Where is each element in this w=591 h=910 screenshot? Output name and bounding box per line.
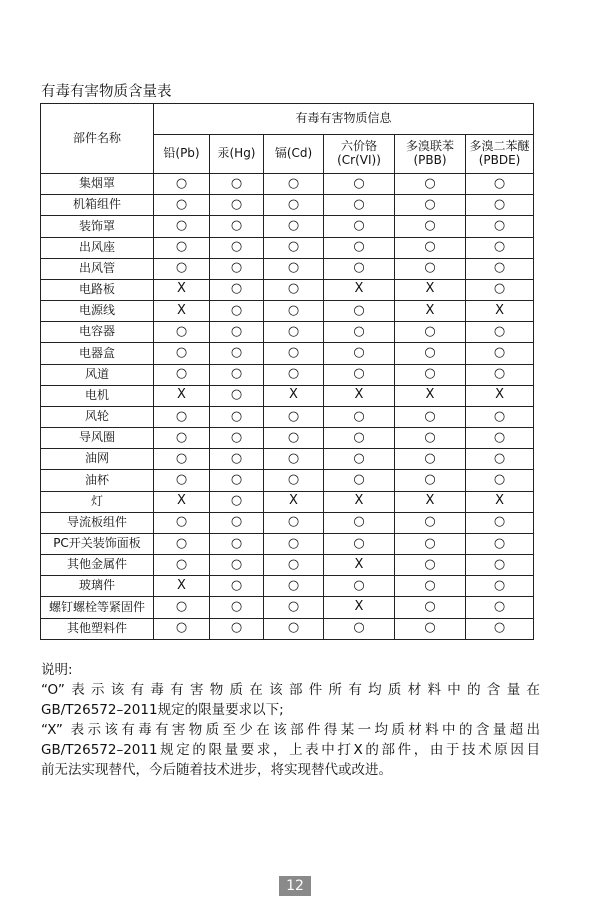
compliance-mark-cell: ○	[324, 237, 395, 258]
compliance-mark-cell: X	[154, 491, 210, 512]
compliance-mark-cell: ○	[264, 364, 324, 385]
compliance-mark-cell: ○	[210, 512, 264, 533]
compliance-mark-cell: ○	[154, 533, 210, 554]
part-name-cell: 电容器	[41, 322, 154, 343]
compliance-mark-cell: ○	[264, 216, 324, 237]
compliance-mark-cell: X	[324, 279, 395, 300]
table-row	[41, 343, 534, 364]
compliance-mark-cell: ○	[324, 216, 395, 237]
part-name-cell: 电机	[41, 385, 154, 406]
compliance-mark-cell: ○	[264, 195, 324, 216]
compliance-mark-cell: ○	[466, 322, 534, 343]
compliance-mark-cell: ○	[154, 597, 210, 618]
compliance-mark-cell: ○	[210, 301, 264, 322]
compliance-mark-cell: X	[154, 385, 210, 406]
part-name-cell: 电器盒	[41, 343, 154, 364]
part-name-cell: 装饰罩	[41, 216, 154, 237]
compliance-mark-cell: ○	[154, 618, 210, 639]
compliance-mark-cell: ○	[210, 322, 264, 343]
table-row	[41, 555, 534, 576]
compliance-mark-cell: ○	[395, 470, 466, 491]
table-row	[41, 279, 534, 300]
compliance-mark-cell: ○	[210, 555, 264, 576]
compliance-mark-cell: ○	[466, 237, 534, 258]
compliance-mark-cell: ○	[324, 512, 395, 533]
compliance-mark-cell: ○	[466, 428, 534, 449]
compliance-mark-cell: ○	[324, 174, 395, 195]
compliance-mark-cell: ○	[154, 449, 210, 470]
compliance-mark-cell: ○	[395, 364, 466, 385]
compliance-mark-cell: ○	[154, 406, 210, 427]
compliance-mark-cell: ○	[154, 470, 210, 491]
part-name-cell: 油网	[41, 449, 154, 470]
part-name-cell: 电源线	[41, 301, 154, 322]
compliance-mark-cell: ○	[264, 406, 324, 427]
table-row	[41, 576, 534, 597]
note-o-line1: “O”表示该有毒有害物质在该部件所有均质材料中的含量在	[41, 682, 540, 698]
compliance-mark-cell: ○	[324, 406, 395, 427]
compliance-mark-cell: ○	[154, 237, 210, 258]
compliance-mark-cell: ○	[264, 512, 324, 533]
substance-header	[324, 135, 395, 174]
compliance-mark-cell: ○	[324, 364, 395, 385]
compliance-mark-cell: ○	[210, 279, 264, 300]
compliance-mark-cell: X	[324, 555, 395, 576]
compliance-mark-cell: ○	[395, 258, 466, 279]
compliance-mark-cell: ○	[210, 618, 264, 639]
compliance-mark-cell: ○	[466, 258, 534, 279]
compliance-mark-cell: ○	[395, 449, 466, 470]
table-row	[41, 406, 534, 427]
part-name-cell: 螺钉螺栓等紧固件	[41, 597, 154, 618]
note-x-line3: 前无法实现替代，今后随着技术进步，将实现替代或改进。	[41, 762, 392, 778]
part-name-cell: 出风管	[41, 258, 154, 279]
notes-heading: 说明:	[41, 662, 73, 678]
compliance-mark-cell: ○	[324, 618, 395, 639]
compliance-mark-cell: ○	[154, 195, 210, 216]
table-row	[41, 216, 534, 237]
compliance-mark-cell: ○	[324, 428, 395, 449]
compliance-mark-cell: ○	[264, 597, 324, 618]
note-o-line2: GB/T26572–2011规定的限量要求以下;	[41, 702, 284, 718]
compliance-mark-cell: X	[324, 491, 395, 512]
substance-symbol: (PBB)	[413, 153, 447, 167]
compliance-mark-cell: ○	[154, 216, 210, 237]
compliance-mark-cell: ○	[466, 533, 534, 554]
compliance-mark-cell: ○	[210, 343, 264, 364]
compliance-mark-cell: X	[264, 385, 324, 406]
compliance-mark-cell: ○	[210, 258, 264, 279]
compliance-mark-cell: X	[466, 491, 534, 512]
compliance-mark-cell: ○	[466, 618, 534, 639]
compliance-mark-cell: X	[264, 491, 324, 512]
compliance-mark-cell: ○	[466, 555, 534, 576]
part-name-cell: 导风圈	[41, 428, 154, 449]
table-row	[41, 174, 534, 195]
compliance-mark-cell: ○	[210, 364, 264, 385]
substance-name: 铅(Pb)	[163, 146, 200, 161]
compliance-mark-cell: ○	[154, 428, 210, 449]
substance-header	[210, 135, 264, 174]
note-x-line1: “X” 表示该有毒有害物质至少在该部件得某一均质材料中的含量超出	[41, 722, 540, 738]
part-name-header: 部件名称	[41, 104, 154, 174]
compliance-mark-cell: ○	[154, 364, 210, 385]
compliance-mark-cell: ○	[395, 512, 466, 533]
compliance-mark-cell: ○	[210, 237, 264, 258]
compliance-mark-cell: ○	[395, 576, 466, 597]
table-row	[41, 470, 534, 491]
part-name-cell: 出风座	[41, 237, 154, 258]
compliance-mark-cell: ○	[154, 258, 210, 279]
compliance-mark-cell: ○	[210, 216, 264, 237]
compliance-mark-cell: ○	[324, 301, 395, 322]
compliance-mark-cell: X	[395, 385, 466, 406]
compliance-mark-cell: ○	[210, 470, 264, 491]
compliance-mark-cell: X	[154, 279, 210, 300]
compliance-mark-cell: ○	[154, 343, 210, 364]
compliance-mark-cell: ○	[264, 258, 324, 279]
compliance-mark-cell: ○	[324, 470, 395, 491]
table-row	[41, 533, 534, 554]
compliance-mark-cell: ○	[210, 533, 264, 554]
compliance-mark-cell: ○	[264, 174, 324, 195]
compliance-mark-cell: X	[324, 597, 395, 618]
compliance-mark-cell: ○	[466, 195, 534, 216]
compliance-mark-cell: ○	[466, 597, 534, 618]
compliance-mark-cell: ○	[324, 576, 395, 597]
compliance-mark-cell: ○	[264, 301, 324, 322]
substance-table	[40, 103, 534, 640]
compliance-mark-cell: ○	[154, 555, 210, 576]
part-name-cell: 灯	[41, 491, 154, 512]
part-name-cell: 导流板组件	[41, 512, 154, 533]
compliance-mark-cell: ○	[210, 576, 264, 597]
substance-group-header: 有毒有害物质信息	[154, 104, 534, 135]
compliance-mark-cell: ○	[210, 597, 264, 618]
compliance-mark-cell: ○	[395, 343, 466, 364]
compliance-mark-cell: ○	[210, 174, 264, 195]
compliance-mark-cell: ○	[324, 195, 395, 216]
compliance-mark-cell: X	[466, 385, 534, 406]
notes-section	[41, 660, 540, 780]
compliance-mark-cell: ○	[466, 512, 534, 533]
compliance-mark-cell: ○	[324, 449, 395, 470]
compliance-mark-cell: ○	[264, 279, 324, 300]
compliance-mark-cell: ○	[264, 428, 324, 449]
compliance-mark-cell: X	[324, 385, 395, 406]
compliance-mark-cell: ○	[466, 174, 534, 195]
compliance-mark-cell: ○	[395, 174, 466, 195]
compliance-mark-cell: ○	[264, 470, 324, 491]
substance-name: 六价铬	[340, 139, 377, 154]
compliance-mark-cell: ○	[210, 406, 264, 427]
table-row	[41, 618, 534, 639]
compliance-mark-cell: ○	[395, 406, 466, 427]
substance-name: 汞(Hg)	[217, 146, 256, 161]
substance-name: 多溴联苯	[405, 139, 454, 154]
part-name-cell: 集烟罩	[41, 174, 154, 195]
compliance-mark-cell: ○	[264, 237, 324, 258]
compliance-mark-cell: ○	[395, 322, 466, 343]
compliance-mark-cell: ○	[395, 216, 466, 237]
compliance-mark-cell: ○	[395, 533, 466, 554]
table-row	[41, 195, 534, 216]
substance-symbol: (PBDE)	[478, 153, 521, 167]
compliance-mark-cell: ○	[264, 343, 324, 364]
compliance-mark-cell: ○	[264, 322, 324, 343]
substance-header	[395, 135, 466, 174]
compliance-mark-cell: ○	[324, 258, 395, 279]
compliance-mark-cell: ○	[395, 618, 466, 639]
compliance-mark-cell: ○	[154, 174, 210, 195]
compliance-mark-cell: ○	[154, 322, 210, 343]
compliance-mark-cell: ○	[154, 512, 210, 533]
page-title: 有毒有害物质含量表	[41, 84, 172, 100]
table-row	[41, 428, 534, 449]
compliance-mark-cell: X	[154, 576, 210, 597]
compliance-mark-cell: ○	[264, 449, 324, 470]
compliance-mark-cell: ○	[466, 576, 534, 597]
compliance-mark-cell: ○	[466, 406, 534, 427]
compliance-mark-cell: ○	[264, 533, 324, 554]
compliance-mark-cell: ○	[395, 597, 466, 618]
table-row	[41, 491, 534, 512]
table-row	[41, 597, 534, 618]
compliance-mark-cell: ○	[210, 428, 264, 449]
table-row	[41, 301, 534, 322]
compliance-mark-cell: ○	[210, 449, 264, 470]
compliance-mark-cell: ○	[466, 216, 534, 237]
compliance-mark-cell: ○	[210, 491, 264, 512]
substance-name: 多溴二苯醚	[469, 139, 530, 154]
compliance-mark-cell: ○	[466, 279, 534, 300]
part-name-cell: 其他塑料件	[41, 618, 154, 639]
compliance-mark-cell: ○	[466, 449, 534, 470]
compliance-mark-cell: ○	[466, 470, 534, 491]
substance-header	[466, 135, 534, 174]
compliance-mark-cell: ○	[324, 533, 395, 554]
compliance-mark-cell: ○	[395, 237, 466, 258]
compliance-mark-cell: ○	[264, 555, 324, 576]
table-row	[41, 322, 534, 343]
compliance-mark-cell: X	[395, 491, 466, 512]
compliance-mark-cell: ○	[324, 322, 395, 343]
compliance-mark-cell: ○	[395, 555, 466, 576]
substance-header	[264, 135, 324, 174]
table-row	[41, 258, 534, 279]
part-name-cell: 油杯	[41, 470, 154, 491]
table-row	[41, 237, 534, 258]
compliance-mark-cell: X	[466, 301, 534, 322]
compliance-mark-cell: ○	[466, 364, 534, 385]
compliance-mark-cell: ○	[210, 385, 264, 406]
part-name-cell: 电路板	[41, 279, 154, 300]
page-number: 12	[279, 876, 311, 896]
part-name-cell: 风轮	[41, 406, 154, 427]
table-row	[41, 449, 534, 470]
compliance-mark-cell: ○	[264, 576, 324, 597]
table-row	[41, 364, 534, 385]
compliance-mark-cell: X	[395, 301, 466, 322]
substance-header	[154, 135, 210, 174]
compliance-mark-cell: ○	[395, 428, 466, 449]
compliance-mark-cell: X	[154, 301, 210, 322]
table-row	[41, 512, 534, 533]
compliance-mark-cell: ○	[324, 343, 395, 364]
part-name-cell: 风道	[41, 364, 154, 385]
note-x-line2: GB/T26572–2011规定的限量要求，上表中打X的部件，由于技术原因目	[41, 742, 540, 758]
compliance-mark-cell: ○	[395, 195, 466, 216]
compliance-mark-cell: ○	[210, 195, 264, 216]
compliance-mark-cell: ○	[466, 343, 534, 364]
part-name-cell: 玻璃件	[41, 576, 154, 597]
compliance-mark-cell: X	[395, 279, 466, 300]
part-name-cell: 其他金属件	[41, 555, 154, 576]
substance-symbol: (Cr(VI))	[337, 153, 381, 167]
part-name-cell: 机箱组件	[41, 195, 154, 216]
table-row	[41, 385, 534, 406]
part-name-cell: PC开关装饰面板	[41, 533, 154, 554]
compliance-mark-cell: ○	[264, 618, 324, 639]
substance-name: 镉(Cd)	[274, 146, 313, 161]
